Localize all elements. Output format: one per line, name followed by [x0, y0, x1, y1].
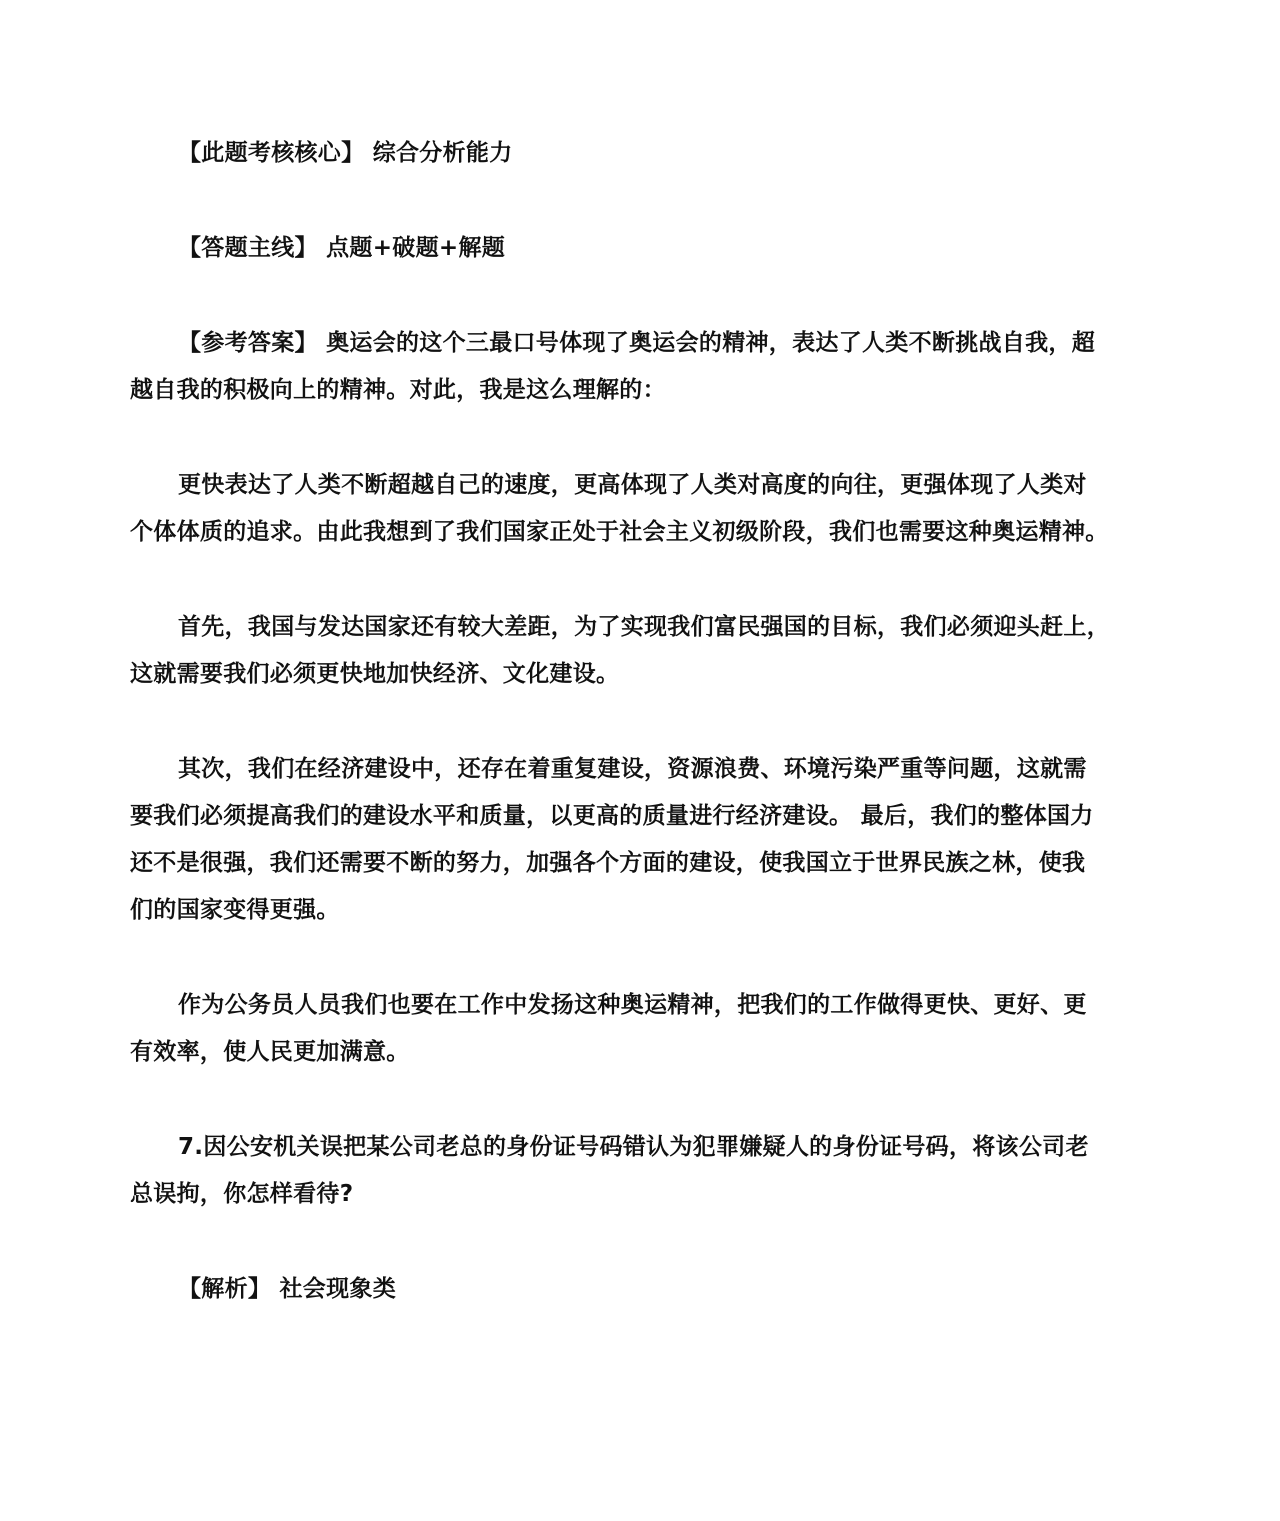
text-line: 还不是很强，我们还需要不断的努力，加强各个方面的建设，使我国立于世界民族之林，使我: [130, 850, 1086, 876]
text-line: 【答题主线】 点题+破题+解题: [178, 235, 506, 261]
paragraph: [130, 1266, 1160, 1313]
text-line: 个体体质的追求。由此我想到了我们国家正处于社会主义初级阶段，我们也需要这种奥运精神。: [130, 519, 1109, 545]
paragraph: [130, 320, 1160, 414]
document-page: [130, 130, 1160, 1361]
text-line: 其次，我们在经济建设中，还存在着重复建设，资源浪费、环境污染严重等问题，这就需: [178, 756, 1087, 782]
text-line: 首先，我国与发达国家还有较大差距，为了实现我们富民强国的目标，我们必须迎头赶上，: [178, 614, 1110, 640]
text-line: 【参考答案】 奥运会的这个三最口号体现了奥运会的精神，表达了人类不断挑战自我，超: [178, 330, 1096, 356]
text-line: 这就需要我们必须更快地加快经济、文化建设。: [130, 661, 620, 687]
text-line: 更快表达了人类不断超越自己的速度，更高体现了人类对高度的向往，更强体现了人类对: [178, 472, 1087, 498]
paragraph: [130, 982, 1160, 1076]
text-line: 总误拘，你怎样看待?: [130, 1181, 354, 1207]
text-line: 要我们必须提高我们的建设水平和质量，以更高的质量进行经济建设。 最后，我们的整体国力: [130, 803, 1094, 829]
paragraph: [130, 225, 1160, 272]
text-line: 7.因公安机关误把某公司老总的身份证号码错认为犯罪嫌疑人的身份证号码，将该公司老: [178, 1134, 1089, 1160]
text-line: 们的国家变得更强。: [130, 897, 340, 923]
paragraph: [130, 746, 1160, 934]
text-line: 【解析】 社会现象类: [178, 1276, 397, 1302]
paragraph: [130, 130, 1160, 177]
text-line: 作为公务员人员我们也要在工作中发扬这种奥运精神，把我们的工作做得更快、更好、更: [178, 992, 1087, 1018]
paragraph: [130, 462, 1160, 556]
text-line: 【此题考核核心】 综合分析能力: [178, 140, 513, 166]
text-line: 越自我的积极向上的精神。对此，我是这么理解的：: [130, 377, 666, 403]
text-line: 有效率，使人民更加满意。: [130, 1039, 410, 1065]
paragraph: [130, 604, 1160, 698]
paragraph: [130, 1124, 1160, 1218]
